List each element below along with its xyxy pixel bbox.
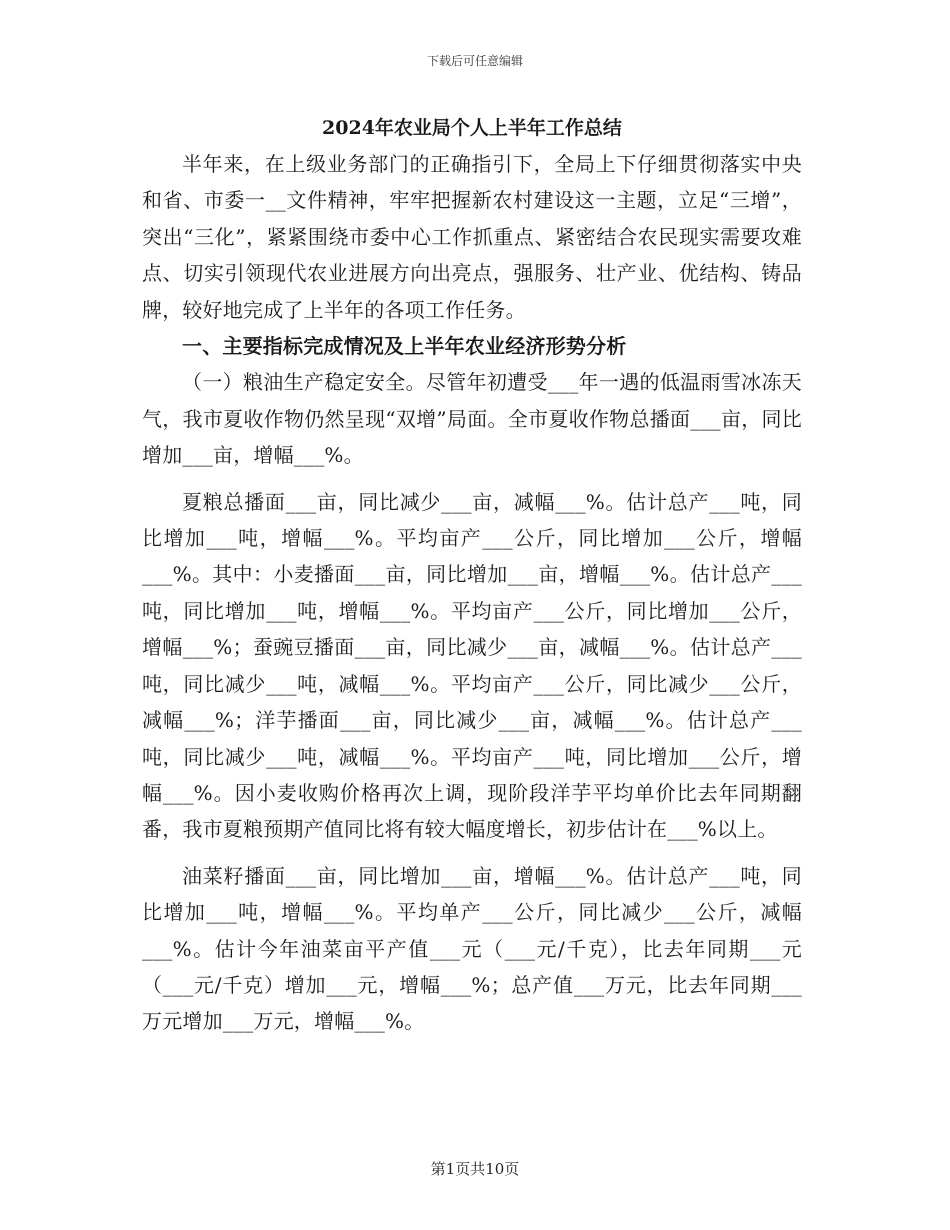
page-number: 第1页共10页 xyxy=(430,1160,520,1178)
paragraph-rapeseed: 油菜籽播面___亩，同比增加___亩，增幅___%。估计总产___吨，同比增加___吨，增幅___%。平均单产___公斤，同比减少___公斤，减幅___%。估计今年油菜亩平产值___元（___元/千克），比去年同期___元（___元/千克）增加___元，增幅___%；总产值___万元，比去年同期___万元增加___万元，增幅___%。 xyxy=(142,863,802,1034)
paragraph-gap xyxy=(142,848,802,858)
paragraph-summer-grain: 夏粮总播面___亩，同比减少___亩，减幅___%。估计总产___吨，同比增加___吨，增幅___%。平均亩产___公斤，同比增加___公斤，增幅___%。其中：小麦播面___亩，同比增加___亩，增幅___%。估计总产___吨，同比增加___吨，增幅___%。平均亩产___公斤，同比增加___公斤，增幅___%；蚕豌豆播面___亩，同比减少___亩，减幅___%。估计总产___吨，同比减少___吨，减幅___%。平均亩产___公斤，同比减少___公斤，减幅___%；洋芋播面___亩，同比减少___亩，减幅___%。估计总产___吨，同比减少___吨，减幅___%。平均亩产___吨，同比增加___公斤，增幅___%。因小麦收购价格再次上调，现阶段洋芋平均单价比去年同期翻番，我市夏粮预期产值同比将有较大幅度增长，初步估计在___%以上。 xyxy=(142,489,802,842)
header-note: 下载后可任意编辑 xyxy=(426,54,523,68)
document-body xyxy=(142,110,802,1040)
section-heading-1: 一、主要指标完成情况及上半年农业经济形势分析 xyxy=(182,334,627,359)
paragraph-gap xyxy=(142,474,802,484)
paragraph-intro: 半年来，在上级业务部门的正确指引下，全局上下仔细贯彻落实中央和省、市委一__文件精神，牢牢把握新农村建设这一主题，立足“三增”，突出“三化”，紧紧围绕市委中心工作抓重点、紧密结合农民现实需要攻难点、切实引领现代农业进展方向出亮点，强服务、壮产业、优结构、铸品牌，较好地完成了上半年的各项工作任务。 xyxy=(142,152,802,322)
document-title: 2024年农业局个人上半年工作总结 xyxy=(322,117,622,139)
paragraph-grain-oil: （一）粮油生产稳定安全。尽管年初遭受___年一遇的低温雨雪冰冻天气，我市夏收作物仍然呈现“双增”局面。全市夏收作物总播面___亩，同比增加___亩，增幅___%。 xyxy=(142,370,802,468)
